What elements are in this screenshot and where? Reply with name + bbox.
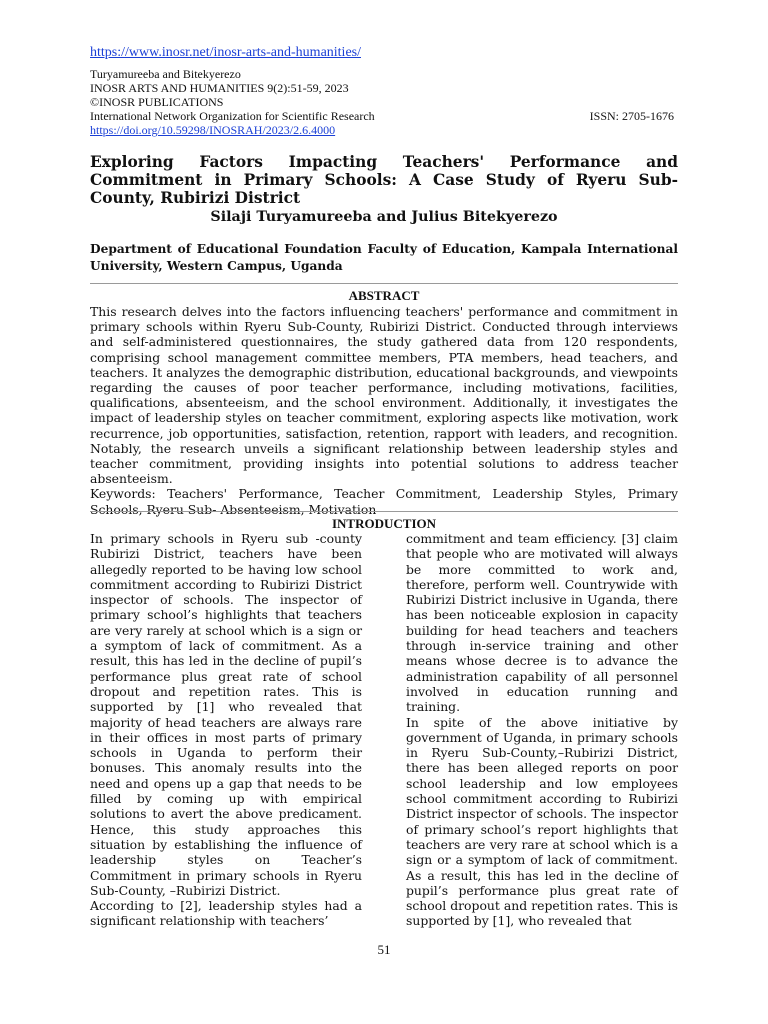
- keywords: Keywords: Teachers' Performance, Teacher Commitment, Leadership Styles, Primary Schools, Ryeru Sub- Absenteeism, Motivation: [90, 486, 678, 517]
- intro-column-right: [406, 531, 678, 929]
- paper-title: Exploring Factors Impacting Teachers' Performance and Commitment in Primary Schools: A Case Study of Ryeru Sub-County, Rubirizi District: [90, 153, 678, 207]
- author-affiliation: Department of Educational Foundation Faculty of Education, Kampala International University, Western Campus, Uganda: [90, 242, 678, 273]
- paragraph: In primary schools in Ryeru sub -county Rubirizi District, teachers have been allegedly reported to be having low school commitment according to Rubirizi District inspector of schools. The inspector of primary school’s highlights that teachers are very rarely at school which is a sign or a symptom of lack of commitment. As a result, this has led in the decline of pupil’s performance plus great rate of school dropout and repetition rates. This is supported by [1] who revealed that majority of head teachers are always rare in their offices in most parts of primary schools in Uganda to perform their bonuses. This anomaly results into the need and opens up a gap that needs to be filled by coming up with empirical solutions to avert the above predicament. Hence, this study approaches this situation by establishing the influence of leadership styles on Teacher’s Commitment in primary schools in Ryeru Sub-County, –Rubirizi District.: [90, 531, 362, 898]
- running-authors: Turyamureeba and Bitekyerezo: [90, 67, 241, 81]
- paper-authors: Silaji Turyamureeba and Julius Bitekyerezo: [210, 209, 558, 225]
- paragraph: According to [2], leadership styles had a significant relationship with teachers’: [90, 898, 362, 929]
- paragraph: commitment and team efficiency. [3] claim that people who are motivated will always be more committed to work and, therefore, perform well. Countrywide with Rubirizi District inclusive in Uganda, there has been noticeable explosion in capacity building for head teachers and teachers through in-service training and other means whose decree is to advance the administration capability of all personnel involved in education running and training.: [406, 531, 678, 715]
- divider-bottom: [90, 511, 678, 512]
- journal-url-link[interactable]: https://www.inosr.net/inosr-arts-and-humanities/: [90, 45, 361, 60]
- publisher: ©INOSR PUBLICATIONS: [90, 95, 224, 109]
- paragraph: In spite of the above initiative by government of Uganda, in primary schools in Ryeru Sub-County,–Rubirizi District, there has been alleged reports on poor school leadership and low employees school commitment according to Rubirizi District inspector of schools. The inspector of primary school’s report highlights that teachers are very rare at school which is a sign or a symptom of lack of commitment. As a result, this has led in the decline of pupil’s performance plus great rate of school dropout and repetition rates. This is supported by [1], who revealed that: [406, 714, 678, 929]
- abstract-text: This research delves into the factors influencing teachers' performance and commitment in primary schools within Ryeru Sub-County, Rubirizi District. Conducted through interviews and self-administered questionnaires, the study gathered data from 120 respondents, comprising school management committee members, PTA members, head teachers, and teachers. It analyzes the demographic distribution, educational backgrounds, and viewpoints regarding the causes of poor teacher performance, including motivations, facilities, qualifications, absenteeism, and the school environment. Additionally, it investigates the impact of leadership styles on teacher commitment, exploring aspects like motivation, work recurrence, job opportunities, satisfaction, retention, rapport with leaders, and recognition. Notably, the research unveils a significant relationship between leadership styles and teacher commitment, providing insights into potential solutions to address teacher absenteeism.: [90, 304, 678, 487]
- introduction-heading: INTRODUCTION: [331, 516, 436, 531]
- issn: ISSN: 2705-1676: [589, 109, 674, 123]
- journal-citation: INOSR ARTS AND HUMANITIES 9(2):51-59, 2023: [90, 81, 349, 95]
- doi-link[interactable]: https://doi.org/10.59298/INOSRAH/2023/2.6.4000: [90, 123, 336, 137]
- abstract-body: [90, 304, 678, 517]
- abstract-heading: ABSTRACT: [348, 288, 420, 303]
- organization-name: International Network Organization for Scientific Research: [90, 109, 375, 123]
- page-number: 51: [377, 942, 391, 957]
- divider-top: [90, 283, 678, 284]
- organization-row: [90, 109, 680, 124]
- intro-column-left: [90, 531, 362, 929]
